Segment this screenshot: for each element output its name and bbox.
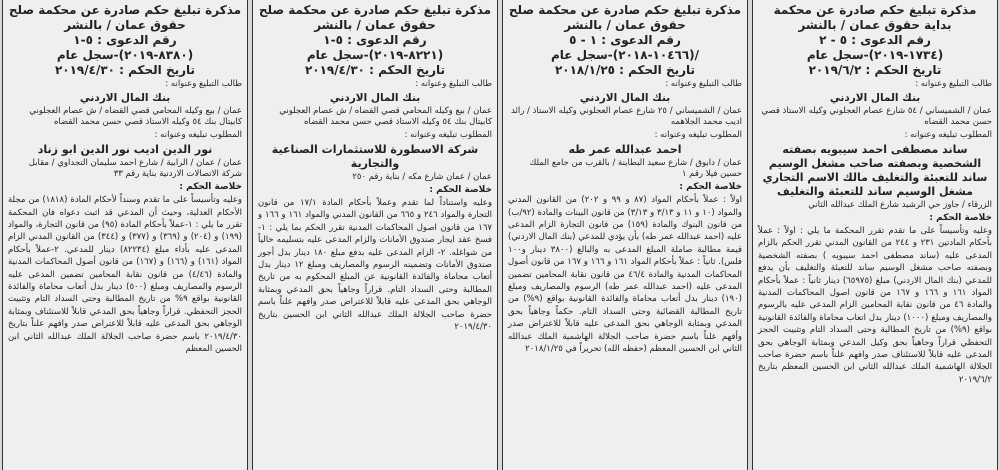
case-number: رقم الدعوى : ٥-١	[73, 33, 177, 47]
ruling-date: تاريخ الحكم : ٢٠١٩/٦/٢	[808, 63, 942, 77]
claimant-name: بنك المال الاردني	[79, 92, 171, 105]
claimant-address: عمان / الشميساني / ٥٤ شارع عصام العجلوني وكيله الاستاذ قصي حسن محمد القضاه	[761, 106, 992, 128]
respondent-label: المطلوب تبليغه وعنوانه :	[904, 129, 992, 140]
respondent-label: المطلوب تبليغه وعنوانه :	[404, 129, 492, 140]
claimant-address: عمان / الشميساني / ٢٥ شارع عصام العجلوني وكيله الاستاذ / رائد اديب محمد الجلاهمه	[511, 106, 742, 128]
summary-label: خلاصة الحكم :	[179, 182, 242, 193]
claimant-name: بنك المال الاردني	[329, 92, 421, 105]
case-year: (٨٣٨٠-٢٠١٩)-سجل عام	[56, 48, 194, 62]
notice-column-2	[502, 0, 748, 470]
ruling-date: تاريخ الحكم : ٢٠١٩/٤/٣٠	[304, 63, 446, 77]
notice-title: مذكرة تبليغ حكم صادرة عن محكمة بداية حقوق عمان / بالنشر	[773, 3, 977, 32]
claimant-label: طالب التبليغ وعنوانه :	[665, 79, 742, 89]
respondent-address: الزرقاء / جاوز حي الرشيد شارع الملك عبدالله الثاني	[808, 199, 992, 210]
respondent-address: عمان / دابوق / شارع سعيد البطاينة / بالقرب من جامع الملك حسين فيلا رقم ١	[529, 157, 742, 180]
respondent-label: المطلوب تبليغه وعنوانه :	[154, 129, 242, 140]
respondent-name: شركة الاسطورة للاستثمارات الصناعية والتجارية	[271, 142, 479, 170]
respondent-name: ساند مصطفى احمد سيبويه بصفته الشخصية وبصفته صاحب مشغل الوسيم ساند للتعبئة والتغليف مالك الاسم التجاري مشغل الوسيم ساند للتعبئة والتغليف	[762, 142, 988, 198]
notice-column-3	[252, 0, 498, 470]
respondent-label: المطلوب تبليغه وعنوانه :	[654, 129, 742, 140]
ruling-date: تاريخ الحكم : ٢٠١٨/١/٢٥	[554, 63, 696, 77]
ruling-body: وعليه وتأسيساً على ما تقدم وسنداً لأحكام المادة (١٨١٨) من مجلة الأحكام العدلية، وحيث أن المدعي قد اثبت دعواه فان المحكمة تقرر ما يلي : ١-عملاً بأحكام المادة (٩٥) من قانون التجارة، والمواد (١٩٩) و (٢٠٤) و (٣٦٩) و (٣٧٧) و (٣٤٤) من القانون المدني الزام المدعى عليه بأداء مبلغ (٨٢٢٣٤) دينار للمدعي. ٢-عملاً بأحكام المواد (١٦١) و (١٦٦) و (١٦٧) من قانون أصول المحاكمات المدنية والمادة (٤/٤٦) من قانون نقابة المحامين تضمين المدعى عليه الرسوم والمصاريف ومبلغ (٥٠٠) دينار بدل أتعاب محاماة والفائدة القانونية بواقع ٩% من تاريخ المطالبة وحتى السداد التام وتثبيت الحجز التحفظي. قراراً وجاهياً بحق المدعي قابلاً للاستئناف وبمثابة الوجاهي بحق المدعى عليه قابلاً للاعتراض صدر وافهم علناً بتاريخ ٢٠١٩/٤/٣٠ باسم حضرة صاحب الجلالة الملك عبدالله الثاني ابن الحسين المعظم	[8, 195, 242, 355]
claimant-label: طالب التبليغ وعنوانه :	[415, 79, 492, 89]
case-year: (١٧٣٤-٢٠١٩)-سجل عام	[806, 48, 944, 62]
summary-label: خلاصة الحكم :	[429, 185, 492, 196]
ruling-body: اولاً : عملاً بأحكام المواد (٨٧ و ٩٩ و ٢٠٢) من القانون المدني والمواد (١٠ و ١١ و ٣/١٣ و ٣/١٣) من قانون البينات والمادة (٩٢/ب) من قانون البنوك والمادة (١٥٩) من قانون التجارة الزام المدعى عليه (احمد عبدالله عمر طه) بأن يؤدي للمدعي (بنك المال الاردني) قيمة مطالبة صاملة المبلغ المدعى به والبالغ (٣٨٠٠ دينار و١٠٠ فلس). ثانياً : عملاً بأحكام المواد ١٦١ و ١٦٦ و ١٦٧ من قانون أصول المحاكمات المدنية والمادة ٤٦/٤ من قانون نقابة المحامين تضمين المدعى عليه (احمد عبدالله عمر طه) الرسوم والمصاريف ومبلغ (١٩٠) دينار بدل أتعاب محاماة والفائدة القانونية بواقع (٩%) من تاريخ المطالبة القضائية وحتى السداد التام. حكماً وجاهياً بحق المدعي وبمثابة الوجاهي بحق المدعى عليه قابلاً للاعتراض صدر وأفهم علناً باسم حضرة صاحب الجلالة الهاشمية الملك عبدالله الثاني ابن الحسين المعظم (حفظه الله) تحريراً في ٢٠١٨/١/٢٥	[508, 195, 743, 355]
claimant-address: عمان / بيع وكيله المحامي قصي القضاه / ش عصام العجلوني كابيتال بنك ٥٤ وكيله الاستاذ قصي حسن محمد القضاه	[279, 106, 492, 128]
case-number: رقم الدعوى : ٥-١	[323, 33, 427, 47]
respondent-address: عمان / عمان / الرابية / شارع احمد سليمان التجداوي / مقابل شركة الاتصالات الاردنية بناية رقم ٣٣	[28, 157, 242, 180]
respondent-name: نور الدين اديب نور الدين ابو زناد	[37, 142, 213, 156]
case-year: (٨٢٢١-٢٠١٩)-سجل عام	[306, 48, 444, 62]
claimant-name: بنك المال الاردني	[829, 92, 921, 105]
case-number: رقم الدعوى : ٥ - ٢	[819, 33, 931, 47]
case-number: رقم الدعوى : ١ - ٥	[569, 33, 681, 47]
ruling-body: وعليه وتأسيساً على ما تقدم تقرر المحكمة ما يلي : اولاً : عملاً بأحكام المادتين ٢٣١ و ٢٤٤ من القانون المدني تقرر الحكم بالزام المدعى عليه (ساند مصطفى احمد سيبويه ) بصفته الشخصية وبصفته صاحب مشغل الوسيم ساند للتعبئة والتغليف بأن يدفع للمدعي (بنك المال الاردني) مبلغ (٦٥٩٧٥) دينار ثانياً : عملاً بأحكام المواد ١٦١ و ١٦٦ و ١٦٧ من قانون اصول المحاكمات المدنية والمادة ٤٦ من قانون نقابة المحامين الزام المدعى عليه بالرسوم والمصاريف ومبلغ (١٠٠٠) دينار بدل اتعاب محاماة والفائدة القانونية بواقع (٩%) من تاريخ المطالبة وحتى السداد التام وتثبيت الحجز التحفظي قراراً وجاهياً بحق وكيل المدعي وبمثابة الوجاهي بحق المدعى عليه قابلاً للاستئناف صدر وافهم علناً باسم حضرة صاحب الجلالة الهاشمية الملك عبدالله الثاني ابن الحسين المعظم بتاريخ ٢٠١٩/٦/٢	[758, 226, 993, 385]
notice-title: مذكرة تبليغ حكم صادرة عن محكمة صلح حقوق عمان / بالنشر	[8, 3, 242, 32]
notice-column-4	[2, 0, 248, 470]
summary-label: خلاصة الحكم :	[679, 182, 742, 193]
claimant-address: عمان / بيع وكيله المحامي قصي القضاه / ش عصام العجلوني كابيتال بنك ٥٤ وكيله الاستاذ قصي حسن محمد القضاه	[29, 106, 242, 128]
notice-title: مذكرة تبليغ حكم صادرة عن محكمة صلح حقوق عمان / بالنشر	[508, 3, 742, 32]
notice-title: مذكرة تبليغ حكم صادرة عن محكمة صلح حقوق عمان / بالنشر	[258, 3, 492, 32]
ruling-body: وعليه واستناداً لما تقدم وعملاً بأحكام المادة ١٧/١ من قانون التجارة والمواد ٢٤٦ و ٦٦٥ من القانون المدني والمواد ١٦١ و ١٦٦ و ١٦٧ من قانون اصول المحاكمات المدنية تقرر الحكم بما يلي : ١- فسخ عقد ايجار صندوق الأمانات والزام المدعى عليه بتسليمه خالياً من شواغله. ٢- الزام المدعى عليه بدفع مبلغ ١٨٠ دينار بدل أجور صندوق الأمانات وتضمينه الرسوم والمصاريف ومبلغ ١٢ دينار بدل أتعاب محاماة والفائدة القانونية عن المبلغ المحكوم به من تاريخ المطالبة وحتى السداد التام. قراراً وجاهياً بحق المدعي وبمثابة الوجاهي بحق المدعى عليه قابلاً للاعتراض صدر وافهم علناً باسم حضرة صاحب الجلالة الملك عبدالله الثاني ابن الحسين بتاريخ ٢٠١٩/٤/٣٠	[258, 198, 492, 333]
claimant-label: طالب التبليغ وعنوانه :	[165, 79, 242, 89]
summary-label: خلاصة الحكم :	[929, 213, 992, 224]
case-year: /(١٠٤٦٦-٢٠١٨)-سجل عام	[550, 48, 700, 62]
ruling-date: تاريخ الحكم : ٢٠١٩/٤/٣٠	[54, 63, 196, 77]
notice-column-1	[752, 0, 998, 470]
claimant-label: طالب التبليغ وعنوانه :	[915, 79, 992, 89]
claimant-name: بنك المال الاردني	[579, 92, 671, 105]
respondent-address: عمان / عمان شارع مكه / بناية رقم ٢٥٠	[352, 171, 492, 182]
respondent-name: احمد عبدالله عمر طه	[568, 142, 682, 156]
